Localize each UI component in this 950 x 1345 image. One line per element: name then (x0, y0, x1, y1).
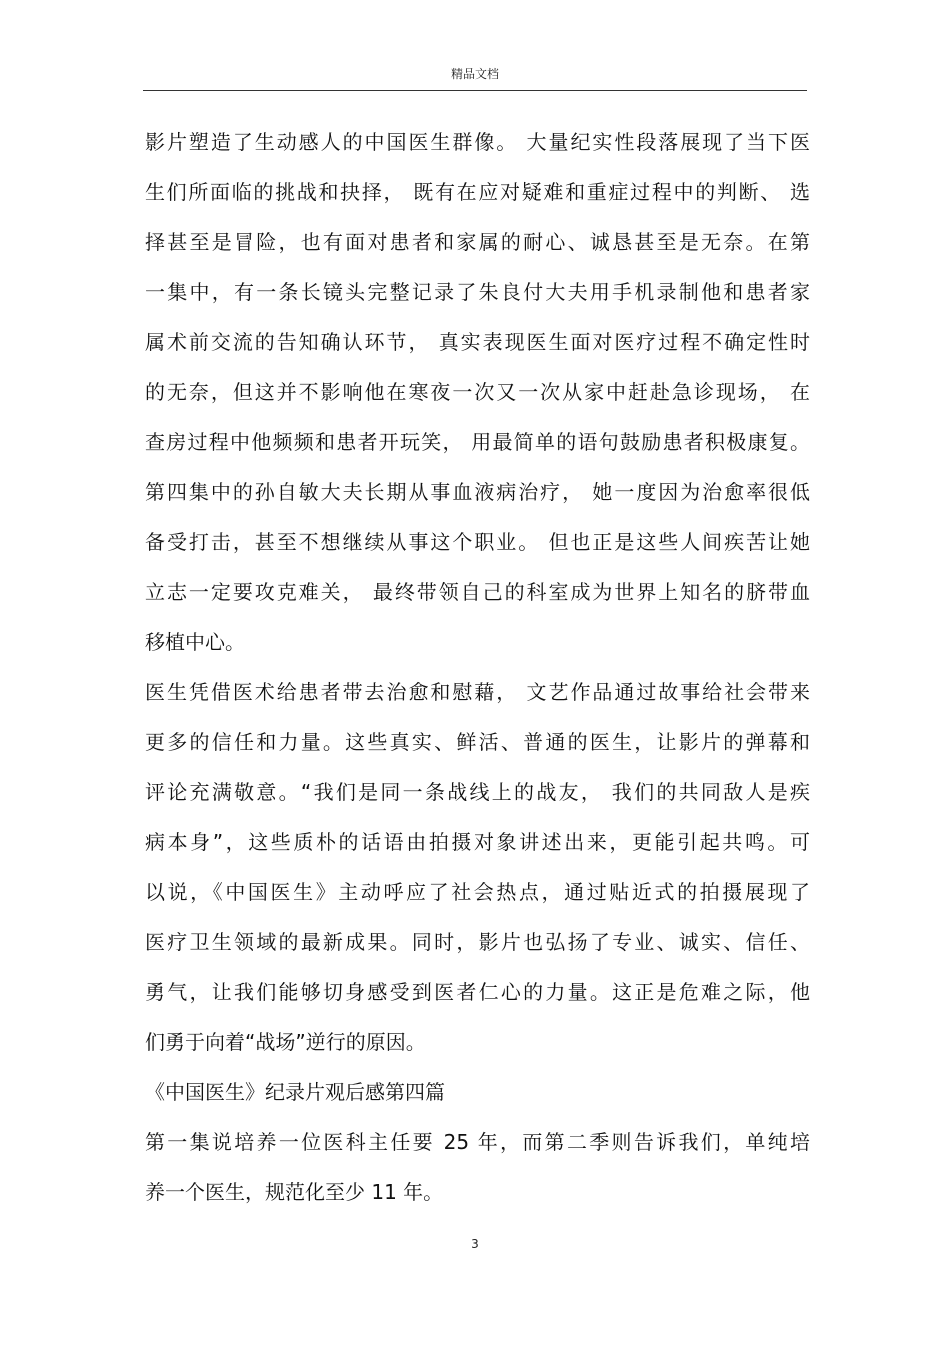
text-line-13: 更多的信任和力量。这些真实、鲜活、普通的医生，让影片的弹幕和 (145, 730, 810, 754)
header-divider (143, 90, 807, 91)
page-header-label: 精品文档 (450, 67, 499, 81)
text-line-7: 查房过程中他频频和患者开玩笑， 用最简单的语句鼓励患者积极康复。 (145, 430, 810, 454)
text-line-14: 评论充满敬意。“我们是同一条战线上的战友， 我们的共同敌人是疾 (145, 780, 810, 804)
text-line-10: 立志一定要攻克难关， 最终带领自己的科室成为世界上知名的脐带血 (145, 580, 810, 604)
text-line-17: 医疗卫生领域的最新成果。同时，影片也弘扬了专业、诚实、信任、 (145, 930, 810, 954)
text-line-5: 属术前交流的告知确认环节， 真实表现医生面对医疗过程不确定性时 (145, 330, 810, 354)
text-line-8: 第四集中的孙自敏大夫长期从事血液病治疗， 她一度因为治愈率很低 (145, 480, 810, 504)
text-line-6: 的无奈，但这并不影响他在寒夜一次又一次从家中赶赴急诊现场， 在 (145, 380, 810, 404)
text-line-16: 以说，《中国医生》主动呼应了社会热点，通过贴近式的拍摄展现了 (145, 880, 810, 904)
text-line-19: 们勇于向着“战场”逆行的原因。 (145, 1030, 426, 1054)
text-line-22: 养一个医生，规范化至少 11 年。 (145, 1180, 444, 1204)
text-line-21: 第一集说培养一位医科主任要 25 年，而第二季则告诉我们，单纯培 (145, 1130, 810, 1154)
text-line-2: 生们所面临的挑战和抉择， 既有在应对疑难和重症过程中的判断、 选 (145, 180, 810, 204)
text-line-9: 备受打击，甚至不想继续从事这个职业。 但也正是这些人间疾苦让她 (145, 530, 810, 554)
text-line-12: 医生凭借医术给患者带去治愈和慰藉， 文艺作品通过故事给社会带来 (145, 680, 810, 704)
text-line-18: 勇气，让我们能够切身感受到医者仁心的力量。这正是危难之际，他 (145, 980, 810, 1004)
document-body (145, 120, 810, 1220)
text-line-15: 病本身”，这些质朴的话语由拍摄对象讲述出来，更能引起共鸣。可 (145, 830, 810, 854)
text-line-1: 影片塑造了生动感人的中国医生群像。 大量纪实性段落展现了当下医 (145, 130, 810, 154)
text-line-4: 一集中，有一条长镜头完整记录了朱良付大夫用手机录制他和患者家 (145, 280, 810, 304)
text-line-11: 移植中心。 (145, 630, 245, 654)
section-title: 《中国医生》纪录片观后感第四篇 (145, 1080, 445, 1104)
page-number: 3 (471, 1237, 479, 1251)
text-line-3: 择甚至是冒险，也有面对患者和家属的耐心、诚恳甚至是无奈。在第 (145, 230, 810, 254)
